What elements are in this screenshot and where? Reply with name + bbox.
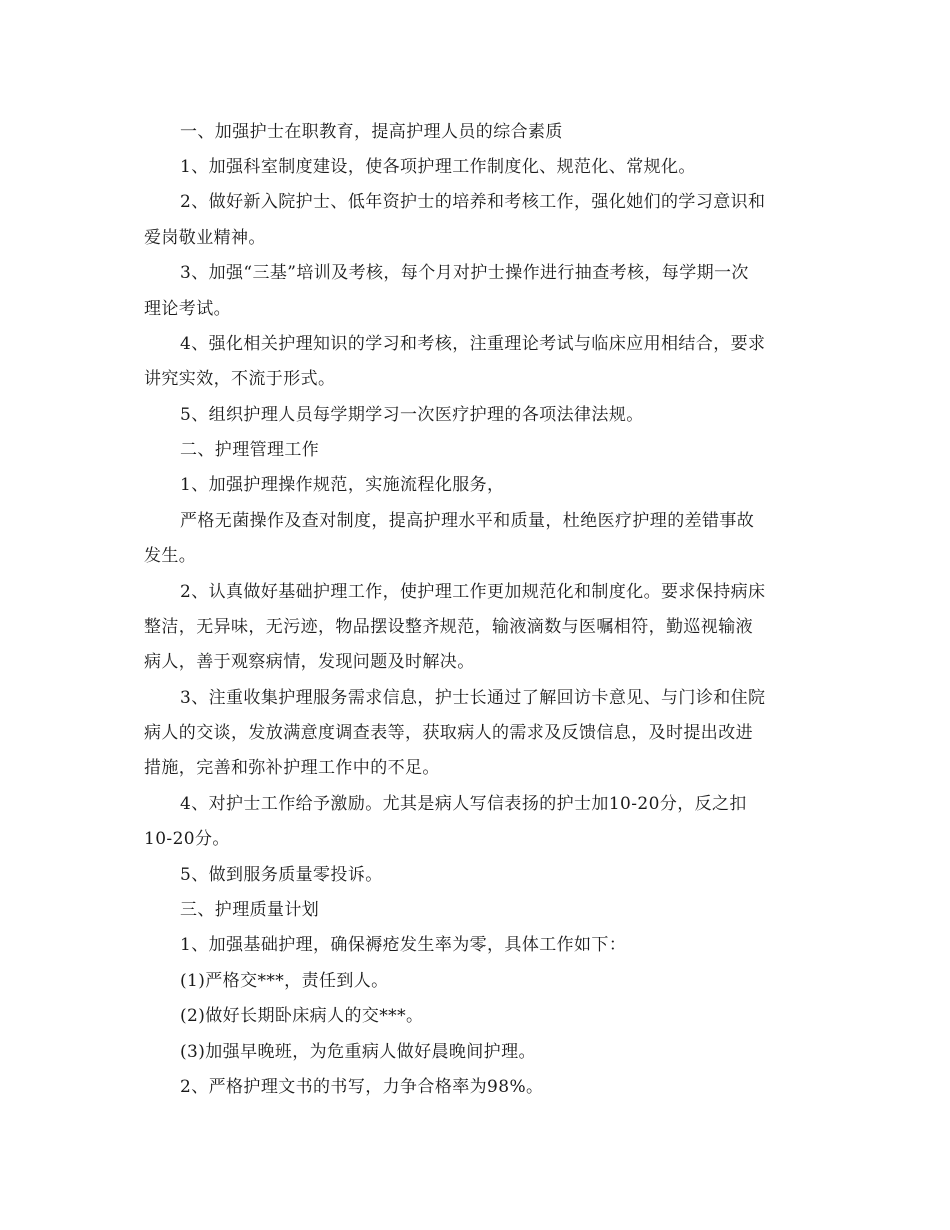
paragraph-line: 10-20分。 [144, 829, 230, 849]
paragraph-line: 5、做到服务质量零投诉。 [180, 865, 383, 885]
paragraph-line: 3、加强“三基”培训及考核，每个月对护士操作进行抽查考核，每学期一次 [180, 263, 749, 283]
paragraph-line: 发生。 [144, 546, 197, 566]
paragraph-line: 严格无菌操作及查对制度，提高护理水平和质量，杜绝医疗护理的差错事故 [180, 511, 755, 531]
paragraph-line: 2、做好新入院护士、低年资护士的培养和考核工作，强化她们的学习意识和 [180, 192, 766, 212]
paragraph-line: 措施，完善和弥补护理工作中的不足。 [144, 758, 440, 778]
paragraph-line: 病人，善于观察病情，发现问题及时解决。 [144, 652, 475, 672]
paragraph-line: 病人的交谈，发放满意度调查表等，获取病人的需求及反馈信息，及时提出改进 [144, 723, 753, 743]
paragraph-line: 2、严格护理文书的书写，力争合格率为98%。 [180, 1077, 544, 1097]
paragraph-line: 讲究实效，不流于形式。 [144, 369, 336, 389]
paragraph-line: 整洁，无异味，无污迹，物品摆设整齐规范，输液滴数与医嘱相符，勤巡视输液 [144, 617, 753, 637]
section-heading-3: 三、护理质量计划 [180, 900, 320, 920]
paragraph-line: 1、加强护理操作规范，实施流程化服务， [180, 475, 505, 495]
paragraph-line: 5、组织护理人员每学期学习一次医疗护理的各项法律法规。 [180, 405, 644, 425]
paragraph-line: 4、强化相关护理知识的学习和考核，注重理论考试与临床应用相结合，要求 [180, 334, 766, 354]
paragraph-line: 3、注重收集护理服务需求信息，护士长通过了解回访卡意见、与门诊和住院 [180, 688, 766, 708]
paragraph-line: 理论考试。 [144, 299, 231, 319]
list-item: (3)加强早晚班，为危重病人做好晨晚间护理。 [180, 1042, 536, 1062]
list-item: (1)严格交***，责任到人。 [180, 971, 389, 991]
list-item: (2)做好长期卧床病人的交***。 [180, 1006, 424, 1026]
paragraph-line: 2、认真做好基础护理工作，使护理工作更加规范化和制度化。要求保持病床 [180, 582, 766, 602]
paragraph-line: 4、对护士工作给予激励。尤其是病人写信表扬的护士加10-20分，反之扣 [180, 794, 747, 814]
paragraph-line: 爱岗敬业精神。 [144, 228, 266, 248]
section-heading-2: 二、护理管理工作 [180, 440, 320, 460]
section-heading-1: 一、加强护士在职教育，提高护理人员的综合素质 [180, 122, 563, 142]
paragraph-line: 1、加强科室制度建设，使各项护理工作制度化、规范化、常规化。 [180, 157, 696, 177]
paragraph-line: 1、加强基础护理，确保褥疮发生率为零，具体工作如下： [180, 935, 627, 955]
